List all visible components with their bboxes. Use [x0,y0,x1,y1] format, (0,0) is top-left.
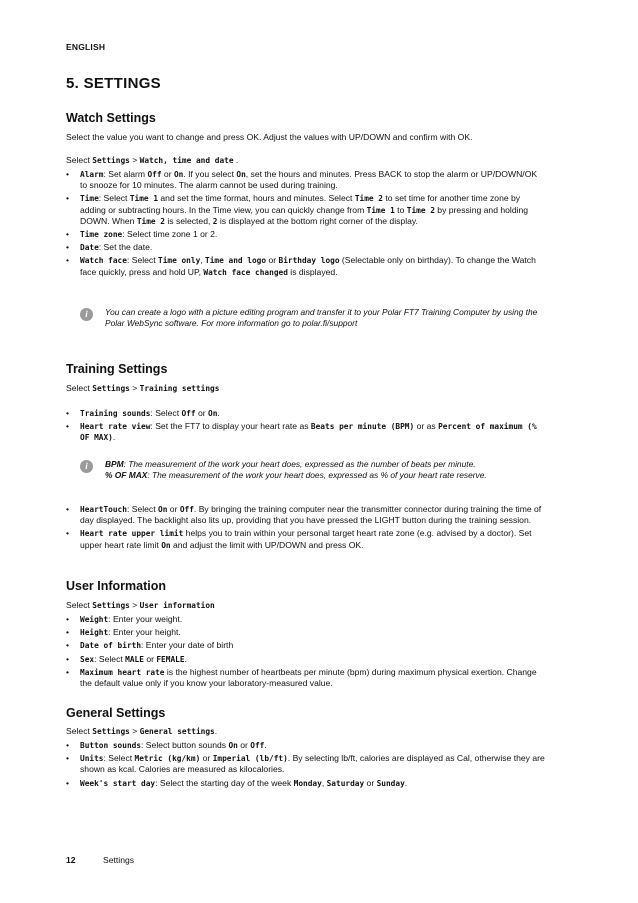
list-item-watch-face: • Watch face: Select Time only, Time and logo or Birthday logo (Selectable only on birthday). To change the Watch face quickly, press and hold UP, Watch face changed is displayed. [66,255,536,277]
list-item-sex: • Sex: Select MALE or FEMALE. [66,653,187,664]
list-item-weight: • Weight: Enter your weight. [66,614,183,624]
list-item-time: • Time: Select Time 1 and set the time format, hours and minutes. Select Time 2 to set time for another time zone by adding or subtracting hours. In the Time view, you can quickly change from Time 1 to Time 2 by pressing and holding DOWN. When Time 2 is selected, 2 is displayed at the bottom right corner of the display. [66,193,529,226]
info-icon: i [80,308,93,321]
language-label: ENGLISH [66,42,106,52]
list-item-hearttouch: • HeartTouch: Select On or Off. By bringing the training computer near the transmitter connector during training the time of day displayed. The backlight also lits up, providing that you have pressed the LIGHT button during the training session. [66,504,542,526]
watch-settings-intro: Select the value you want to change and press OK. Adjust the values with UP/DOWN and confirm with OK. [66,132,473,142]
list-item-date-of-birth: • Date of birth: Enter your date of birth [66,640,234,651]
bpm-note [80,459,540,481]
list-item-training-sounds: • Training sounds: Select Off or On. [66,408,220,418]
user-information-select-path: Select Settings > User information [66,600,215,610]
training-settings-heading: Training Settings [66,362,168,376]
info-icon: i [80,460,93,473]
watch-settings-select-path: Select Settings > Watch, time and date . [66,155,239,165]
training-settings-list-b [66,504,546,553]
list-item-height: • Height: Enter your height. [66,627,181,638]
training-settings-list-a [66,408,546,446]
list-item-units: • Units: Select Metric (kg/km) or Imperial (lb/ft). By selecting lb/ft, calories are displayed as Cal, otherwise they are shown as kcal. Calories are measured as kilocalories. [66,753,545,775]
general-settings-heading: General Settings [66,706,166,720]
general-settings-select-path: Select Settings > General settings. [66,726,218,736]
user-information-list [66,614,546,691]
bpm-note-text: BPM: The measurement of the work your heart does, expressed as the number of beats per minute. % OF MAX: The measurement of the work your heart does, expressed as % of your heart rate reserve. [105,459,487,481]
footer-section-name: Settings [103,855,135,865]
list-item-weeks-start-day: • Week's start day: Select the starting day of the week Monday, Saturday or Sunday. [66,777,408,788]
logo-note-text: You can create a logo with a picture editing program and transfer it to your Polar FT7 Training Computer by using the Polar WebSync software. For more information go to polar.fi/support [105,307,538,329]
list-item-date: • Date: Set the date. [66,242,153,253]
list-item-time-zone: • Time zone: Select time zone 1 or 2. [66,229,218,240]
list-item-alarm: • Alarm: Set alarm Off or On. If you select On, set the hours and minutes. Press BACK to stop the alarm or UP/DOWN/OK to snooze for 10 minutes. The alarm cannot be used during training. [66,169,538,191]
user-information-heading: User Information [66,579,167,593]
watch-settings-heading: Watch Settings [66,111,156,125]
list-item-heart-rate-upper-limit: • Heart rate upper limit helps you to train within your personal target heart rate zone (e.g. advised by a doctor). Set upper heart rate limit On and adjust the limit with UP/DOWN and press OK. [66,528,532,550]
general-settings-list [66,740,546,791]
logo-note [80,307,540,329]
page-number: 12 [66,855,76,865]
chapter-title: 5. SETTINGS [66,75,161,92]
list-item-maximum-heart-rate: • Maximum heart rate is the highest number of heartbeats per minute (bpm) during maximum physical exertion. Change the default value only if you know your laboratory-measured value. [66,666,537,689]
list-item-button-sounds: • Button sounds: Select button sounds On or Off. [66,740,267,750]
watch-settings-list [66,169,546,280]
training-settings-select-path: Select Settings > Training settings [66,383,220,393]
list-item-heart-rate-view: • Heart rate view: Set the FT7 to display your heart rate as Beats per minute (BPM) or as Percent of maximum (% OF MAX). [66,421,537,443]
